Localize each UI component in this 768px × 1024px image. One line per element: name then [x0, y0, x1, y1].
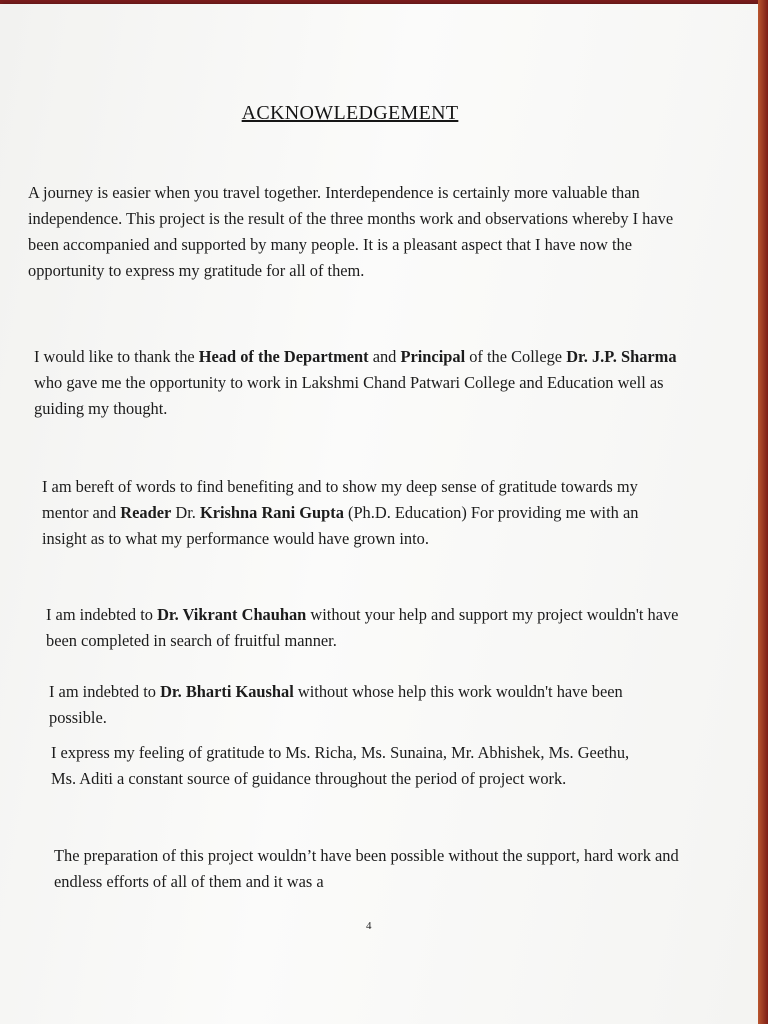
bold-run: Principal — [400, 347, 466, 366]
bold-run: Krishna Rani Gupta — [199, 503, 344, 522]
paragraph-closing — [54, 843, 694, 895]
text-run: (Ph.D. Education) For providing me with an insight as to what my performance would have grown into. — [42, 503, 639, 548]
bold-run: Dr. J.P. Sharma — [566, 347, 677, 366]
paragraph-intro — [28, 180, 678, 284]
page-title: ACKNOWLEDGEMENT — [241, 102, 459, 124]
text-run: I am indebted to — [49, 682, 161, 701]
paragraph-thanks-chauhan — [46, 602, 686, 654]
text-run: of the College — [465, 347, 567, 366]
text-run: Dr. — [171, 503, 200, 522]
bold-run: Dr. Vikrant Chauhan — [157, 605, 307, 624]
bold-run: Reader — [120, 503, 172, 522]
document-page — [0, 4, 758, 1024]
bold-run: Dr. Bharti Kaushal — [160, 682, 294, 701]
paragraph-text: A journey is easier when you travel together. Interdependence is certainly more valuable than independence. This project is the result of the three months work and observations whereby I have been accompanied and supported by many people. It is a pleasant aspect that I have now the opportunity to express my gratitude for all of them. — [28, 183, 674, 280]
text-run: who gave me the opportunity to work in Lakshmi Chand Patwari College and Education well as guiding my thought. — [34, 373, 664, 418]
text-run: without whose help this work wouldn't have been possible. — [49, 682, 623, 727]
paragraph-text: I express my feeling of gratitude to Ms. Richa, Ms. Sunaina, Mr. Abhishek, Ms. Geethu, Ms. Aditi a constant source of guidance throughout the period of project work. — [51, 743, 630, 788]
bold-run: Head of the Department — [198, 347, 369, 366]
text-run: I would like to thank the — [34, 347, 199, 366]
text-run: without your help and support my project wouldn't have been completed in search of fruitful manner. — [46, 605, 679, 650]
page-number: 4 — [366, 920, 372, 932]
text-run: and — [368, 347, 401, 366]
paragraph-thanks-principal — [34, 344, 682, 422]
paragraph-thanks-staff — [51, 740, 651, 792]
text-run: I am indebted to — [46, 605, 158, 624]
paragraph-thanks-mentor — [42, 474, 682, 552]
text-run: I am bereft of words to find benefiting and to show my deep sense of gratitude towards my mentor and — [42, 477, 638, 522]
paragraph-text: The preparation of this project wouldn’t have been possible without the support, hard work and endless efforts of all of them and it was a — [54, 846, 679, 891]
paragraph-thanks-kaushal — [49, 679, 669, 731]
binder-edge — [758, 0, 768, 1024]
